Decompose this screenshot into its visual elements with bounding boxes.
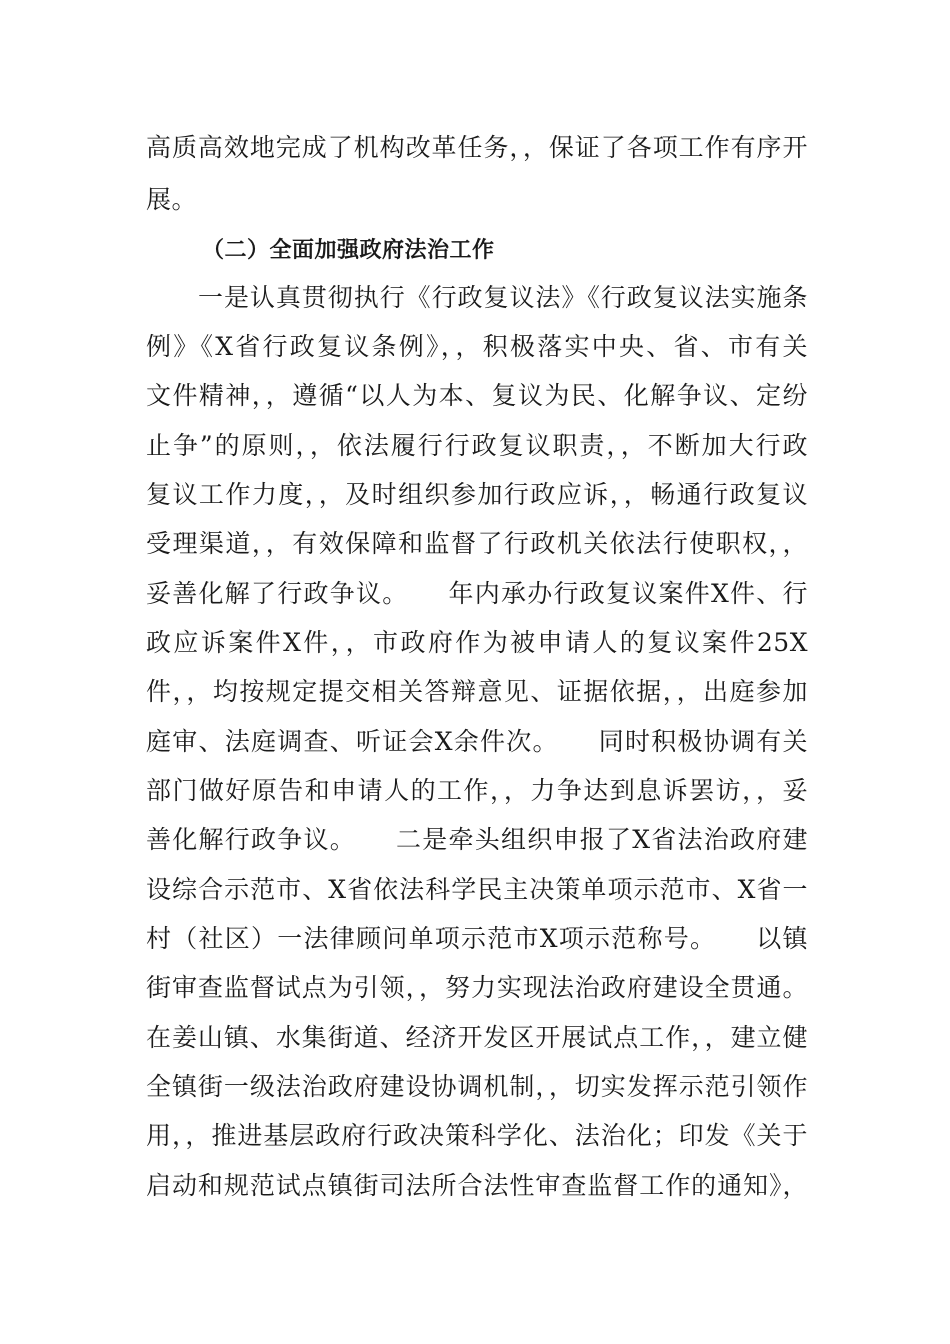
text-line: 止争”的原则，，依法履行行政复议职责，，不断加大行政 — [146, 431, 808, 460]
text-line: 庭审、法庭调查、听证会X余件次。 同时积极协调有关 — [146, 727, 808, 756]
text-line: 部门做好原告和申请人的工作，，力争达到息诉罢访，，妥 — [146, 776, 808, 805]
text-line: 村（社区）一法律顾问单项示范市X项示范称号。 以镇 — [146, 924, 808, 953]
text-line: 受理渠道，，有效保障和监督了行政机关依法行使职权，， — [146, 529, 808, 558]
text-line: 用，，推进基层政府行政决策科学化、法治化；印发《关于 — [146, 1121, 808, 1150]
text-line: 政应诉案件X件，，市政府作为被申请人的复议案件25X — [146, 628, 808, 657]
text-line: 件，，均按规定提交相关答辩意见、证据依据，，出庭参加 — [146, 677, 808, 706]
text-line: 高质高效地完成了机构改革任务，，保证了各项工作有序开 — [146, 133, 808, 162]
text-line: 在姜山镇、水集街道、经济开发区开展试点工作，，建立健 — [146, 1023, 808, 1052]
text-line: 文件精神，，遵循“以人为本、复议为民、化解争议、定纷 — [146, 381, 808, 410]
text-line: 复议工作力度，，及时组织参加行政应诉，，畅通行政复议 — [146, 480, 808, 509]
text-line: 全镇街一级法治政府建设协调机制，，切实发挥示范引领作 — [146, 1072, 808, 1101]
text-line: 启动和规范试点镇街司法所合法性审查监督工作的通知》， — [146, 1171, 808, 1200]
text-line: 善化解行政争议。 二是牵头组织申报了X省法治政府建 — [146, 825, 808, 854]
text-line: 街审查监督试点为引领，，努力实现法治政府建设全贯通。 — [146, 973, 808, 1002]
paragraph-first-line: 一是认真贯彻执行《行政复议法》《行政复议法实施条 — [198, 283, 808, 312]
section-heading: （二）全面加强政府法治工作 — [202, 237, 495, 263]
text-line: 设综合示范市、X省依法科学民主决策单项示范市、X省一 — [146, 875, 808, 904]
text-line: 展。 — [146, 185, 198, 214]
text-line: 例》《X省行政复议条例》，，积极落实中央、省、市有关 — [146, 332, 808, 361]
text-line: 妥善化解了行政争议。 年内承办行政复议案件X件、行 — [146, 579, 808, 608]
